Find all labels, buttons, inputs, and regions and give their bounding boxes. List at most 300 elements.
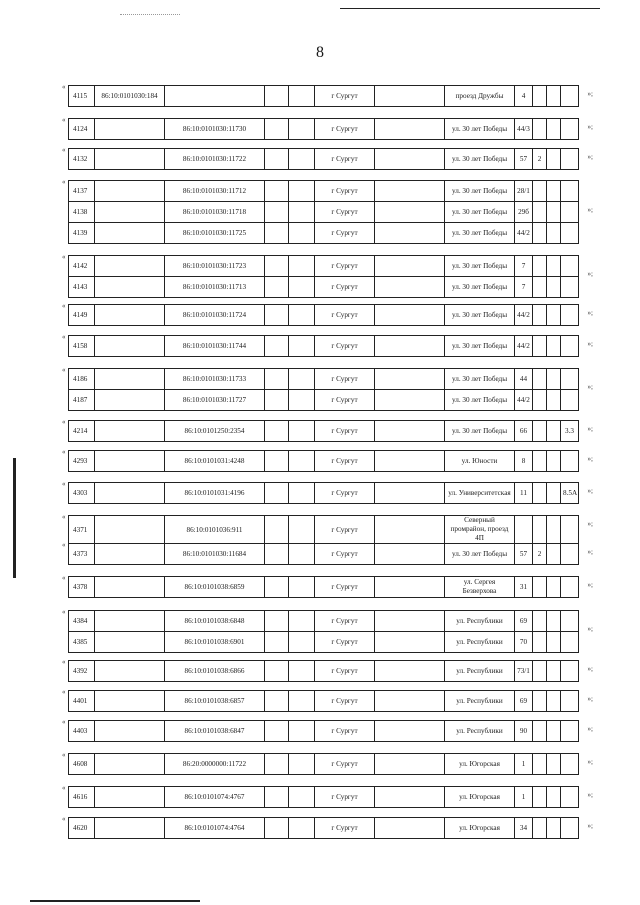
row-number: 4385 [69, 632, 95, 653]
row-number: 4401 [69, 691, 95, 712]
close-quote-mark: »; [587, 308, 593, 317]
empty-cell [547, 277, 561, 298]
cadastral-number-old [95, 277, 165, 298]
street-cell: ул. Югорская [445, 754, 515, 775]
open-quote-mark: « [62, 480, 66, 488]
empty-cell [375, 305, 445, 326]
empty-cell [289, 181, 315, 202]
empty-cell [265, 390, 289, 411]
city-cell: г Сургут [315, 305, 375, 326]
cadastral-number: 86:10:0101030:11712 [165, 181, 265, 202]
cadastral-number-old [95, 483, 165, 504]
empty-cell [375, 483, 445, 504]
street-cell: ул. 30 лет Победы [445, 149, 515, 170]
table-row [69, 516, 579, 544]
empty-cell [265, 181, 289, 202]
scan-bottom-line [30, 900, 200, 902]
close-quote-mark: »; [587, 625, 593, 633]
open-quote-mark: « [62, 658, 66, 666]
open-quote-mark: « [62, 815, 66, 823]
close-quote-mark: »; [587, 580, 593, 589]
empty-cell [265, 516, 289, 544]
street-cell: ул. 30 лет Победы [445, 544, 515, 565]
empty-cell [265, 421, 289, 442]
city-cell: г Сургут [315, 721, 375, 742]
city-cell: г Сургут [315, 86, 375, 107]
house-number: 44/2 [515, 390, 533, 411]
extra-value [533, 256, 547, 277]
scan-left-bar [13, 458, 16, 578]
house-number: 44/2 [515, 305, 533, 326]
house-number: 34 [515, 818, 533, 839]
house-number: 44/2 [515, 336, 533, 357]
table-row [69, 181, 579, 202]
empty-cell [289, 390, 315, 411]
city-cell: г Сургут [315, 451, 375, 472]
street-cell: ул. Республики [445, 661, 515, 682]
cadastral-number [165, 86, 265, 107]
open-quote-mark: « [62, 751, 66, 759]
row-number: 4293 [69, 451, 95, 472]
empty-cell [547, 721, 561, 742]
street-cell: ул. 30 лет Победы [445, 202, 515, 223]
extra-value [533, 691, 547, 712]
extra-value [561, 754, 579, 775]
cadastral-number: 86:10:0101038:6866 [165, 661, 265, 682]
close-quote-mark: »; [587, 790, 593, 799]
street-cell: ул. Югорская [445, 818, 515, 839]
extra-value [561, 721, 579, 742]
open-quote-mark: « [62, 146, 66, 154]
table-group [62, 146, 593, 170]
extra-value [561, 336, 579, 357]
close-quote-mark: »; [587, 547, 593, 556]
empty-cell [265, 336, 289, 357]
house-number: 44/3 [515, 119, 533, 140]
empty-cell [289, 369, 315, 390]
house-number: 1 [515, 787, 533, 808]
table-group [62, 541, 593, 565]
empty-cell [375, 818, 445, 839]
table-row [69, 305, 579, 326]
table-row [69, 223, 579, 244]
empty-cell [375, 754, 445, 775]
empty-cell [265, 149, 289, 170]
empty-cell [547, 390, 561, 411]
empty-cell [547, 256, 561, 277]
empty-cell [375, 421, 445, 442]
row-number: 4138 [69, 202, 95, 223]
empty-cell [375, 277, 445, 298]
empty-cell [265, 754, 289, 775]
table-group [62, 688, 593, 712]
extra-value [561, 202, 579, 223]
cadastral-number-old [95, 421, 165, 442]
empty-cell [547, 818, 561, 839]
cadastral-number: 86:10:0101030:11713 [165, 277, 265, 298]
extra-value: 2 [533, 544, 547, 565]
extra-value [533, 721, 547, 742]
city-cell: г Сургут [315, 611, 375, 632]
cadastral-number-old [95, 369, 165, 390]
cadastral-number-old [95, 256, 165, 277]
empty-cell [375, 202, 445, 223]
street-cell: ул. 30 лет Победы [445, 256, 515, 277]
empty-cell [289, 336, 315, 357]
empty-cell [547, 223, 561, 244]
close-quote-mark: »; [587, 152, 593, 161]
empty-cell [547, 754, 561, 775]
empty-cell [547, 516, 561, 544]
scan-top-dots [120, 14, 180, 15]
empty-cell [547, 544, 561, 565]
row-number: 4139 [69, 223, 95, 244]
cadastral-number-old [95, 632, 165, 653]
table-group [62, 83, 593, 107]
street-cell: Северный промрайон, проезд 4П [445, 516, 515, 544]
empty-cell [547, 369, 561, 390]
table-group [62, 718, 593, 742]
house-number: 70 [515, 632, 533, 653]
cadastral-number: 86:10:0101030:11718 [165, 202, 265, 223]
extra-value [561, 577, 579, 598]
table-group [62, 751, 593, 775]
table-group [62, 116, 593, 140]
open-quote-mark: « [62, 418, 66, 426]
city-cell: г Сургут [315, 336, 375, 357]
extra-value [533, 421, 547, 442]
empty-cell [289, 483, 315, 504]
close-quote-mark: »; [587, 270, 593, 278]
row-number: 4143 [69, 277, 95, 298]
street-cell: ул. Югорская [445, 787, 515, 808]
extra-value [561, 256, 579, 277]
city-cell: г Сургут [315, 818, 375, 839]
table-row [69, 336, 579, 357]
street-cell: ул. 30 лет Победы [445, 369, 515, 390]
table-group [62, 418, 593, 442]
empty-cell [375, 86, 445, 107]
empty-cell [289, 451, 315, 472]
row-number: 4186 [69, 369, 95, 390]
close-quote-mark: »; [587, 339, 593, 348]
table-group [62, 366, 593, 411]
empty-cell [289, 691, 315, 712]
table-row [69, 119, 579, 140]
empty-cell [289, 421, 315, 442]
extra-value: 8.5А [561, 483, 579, 504]
extra-value [533, 181, 547, 202]
extra-value [561, 451, 579, 472]
street-cell: ул. Сергея Безверхова [445, 577, 515, 598]
extra-value [533, 577, 547, 598]
empty-cell [547, 149, 561, 170]
extra-value [533, 661, 547, 682]
city-cell: г Сургут [315, 119, 375, 140]
table-row [69, 754, 579, 775]
empty-cell [289, 277, 315, 298]
cadastral-number: 86:10:0101074:4764 [165, 818, 265, 839]
street-cell: ул. Республики [445, 721, 515, 742]
row-number: 4303 [69, 483, 95, 504]
house-number: 29б [515, 202, 533, 223]
empty-cell [547, 451, 561, 472]
row-number: 4378 [69, 577, 95, 598]
table-row [69, 390, 579, 411]
house-number: 8 [515, 451, 533, 472]
cadastral-number-old [95, 202, 165, 223]
cadastral-number-old [95, 818, 165, 839]
row-number: 4214 [69, 421, 95, 442]
empty-cell [375, 181, 445, 202]
row-number: 4392 [69, 661, 95, 682]
cadastral-number: 86:10:0101038:6848 [165, 611, 265, 632]
extra-value [533, 223, 547, 244]
extra-value [533, 305, 547, 326]
extra-value [533, 632, 547, 653]
empty-cell [265, 632, 289, 653]
open-quote-mark: « [62, 302, 66, 310]
cadastral-number: 86:10:0101038:6901 [165, 632, 265, 653]
empty-cell [265, 691, 289, 712]
extra-value [561, 632, 579, 653]
empty-cell [547, 632, 561, 653]
city-cell: г Сургут [315, 421, 375, 442]
street-cell: ул. 30 лет Победы [445, 390, 515, 411]
open-quote-mark: « [62, 333, 66, 341]
empty-cell [265, 818, 289, 839]
row-number: 4132 [69, 149, 95, 170]
close-quote-mark: »; [587, 424, 593, 433]
extra-value [533, 818, 547, 839]
empty-cell [547, 691, 561, 712]
empty-cell [265, 787, 289, 808]
close-quote-mark: »; [587, 486, 593, 495]
house-number: 44 [515, 369, 533, 390]
street-cell: ул. Республики [445, 691, 515, 712]
cadastral-number: 86:10:0101031:4248 [165, 451, 265, 472]
empty-cell [265, 277, 289, 298]
city-cell: г Сургут [315, 223, 375, 244]
table-group [62, 513, 593, 544]
empty-cell [265, 611, 289, 632]
empty-cell [289, 202, 315, 223]
close-quote-mark: »; [587, 122, 593, 131]
row-number: 4384 [69, 611, 95, 632]
empty-cell [375, 661, 445, 682]
row-number: 4616 [69, 787, 95, 808]
open-quote-mark: « [62, 718, 66, 726]
empty-cell [289, 611, 315, 632]
empty-cell [289, 516, 315, 544]
extra-value [533, 369, 547, 390]
table-row [69, 86, 579, 107]
city-cell: г Сургут [315, 181, 375, 202]
house-number: 11 [515, 483, 533, 504]
empty-cell [375, 256, 445, 277]
row-number: 4403 [69, 721, 95, 742]
extra-value [561, 149, 579, 170]
cadastral-number: 86:10:0101030:11724 [165, 305, 265, 326]
empty-cell [375, 787, 445, 808]
empty-cell [265, 577, 289, 598]
house-number: 44/2 [515, 223, 533, 244]
row-number: 4371 [69, 516, 95, 544]
empty-cell [547, 611, 561, 632]
extra-value [561, 223, 579, 244]
empty-cell [289, 86, 315, 107]
empty-cell [547, 661, 561, 682]
row-number: 4608 [69, 754, 95, 775]
table-row [69, 202, 579, 223]
empty-cell [375, 544, 445, 565]
empty-cell [265, 305, 289, 326]
table-row [69, 451, 579, 472]
row-number: 4187 [69, 390, 95, 411]
cadastral-number-old [95, 390, 165, 411]
close-quote-mark: »; [587, 664, 593, 673]
empty-cell [265, 86, 289, 107]
street-cell: ул. 30 лет Победы [445, 181, 515, 202]
table-group [62, 574, 593, 598]
cadastral-number-old [95, 577, 165, 598]
row-number: 4137 [69, 181, 95, 202]
empty-cell [289, 754, 315, 775]
open-quote-mark: « [62, 574, 66, 582]
empty-cell [289, 721, 315, 742]
empty-cell [375, 721, 445, 742]
table-row [69, 256, 579, 277]
empty-cell [289, 632, 315, 653]
house-number [515, 516, 533, 544]
extra-value [533, 119, 547, 140]
empty-cell [265, 451, 289, 472]
cadastral-number: 86:10:0101038:6859 [165, 577, 265, 598]
house-number: 7 [515, 277, 533, 298]
street-cell: ул. 30 лет Победы [445, 119, 515, 140]
cadastral-number-old [95, 611, 165, 632]
cadastral-number: 86:20:0000000:11722 [165, 754, 265, 775]
close-quote-mark: »; [587, 454, 593, 463]
city-cell: г Сургут [315, 754, 375, 775]
empty-cell [375, 451, 445, 472]
cadastral-number-old [95, 149, 165, 170]
empty-cell [289, 818, 315, 839]
empty-cell [375, 611, 445, 632]
empty-cell [265, 721, 289, 742]
table-row [69, 149, 579, 170]
row-number: 4158 [69, 336, 95, 357]
table-group [62, 480, 593, 504]
street-cell: ул. Университетская [445, 483, 515, 504]
city-cell: г Сургут [315, 787, 375, 808]
row-number: 4149 [69, 305, 95, 326]
extra-value [561, 691, 579, 712]
street-cell: ул. Республики [445, 632, 515, 653]
row-number: 4142 [69, 256, 95, 277]
row-number: 4620 [69, 818, 95, 839]
cadastral-number-old [95, 787, 165, 808]
extra-value [533, 516, 547, 544]
table-group [62, 178, 593, 244]
cadastral-number-old [95, 691, 165, 712]
empty-cell [289, 661, 315, 682]
table-row [69, 611, 579, 632]
house-number: 73/1 [515, 661, 533, 682]
empty-cell [289, 119, 315, 140]
extra-value [561, 787, 579, 808]
extra-value: 2 [533, 149, 547, 170]
table-group [62, 608, 593, 653]
open-quote-mark: « [62, 448, 66, 456]
table-row [69, 661, 579, 682]
empty-cell [265, 544, 289, 565]
cadastral-number-old [95, 181, 165, 202]
table-group [62, 302, 593, 326]
empty-cell [289, 256, 315, 277]
extra-value [561, 119, 579, 140]
house-number: 66 [515, 421, 533, 442]
house-number: 57 [515, 149, 533, 170]
cadastral-number: 86:10:0101030:11723 [165, 256, 265, 277]
extra-value [561, 369, 579, 390]
house-number: 1 [515, 754, 533, 775]
extra-value [561, 181, 579, 202]
extra-value [561, 277, 579, 298]
table-row [69, 577, 579, 598]
extra-value [533, 787, 547, 808]
cadastral-number: 86:10:0101030:11727 [165, 390, 265, 411]
street-cell: ул. 30 лет Победы [445, 336, 515, 357]
cadastral-number: 86:10:0101030:11722 [165, 149, 265, 170]
cadastral-number: 86:10:0101030:11744 [165, 336, 265, 357]
open-quote-mark: « [62, 83, 66, 91]
city-cell: г Сургут [315, 369, 375, 390]
table-row [69, 787, 579, 808]
house-number: 57 [515, 544, 533, 565]
open-quote-mark: « [62, 253, 66, 261]
extra-value [561, 305, 579, 326]
cadastral-number-old [95, 305, 165, 326]
close-quote-mark: »; [587, 519, 593, 528]
close-quote-mark: »; [587, 694, 593, 703]
table-row [69, 421, 579, 442]
cadastral-number-old [95, 754, 165, 775]
empty-cell [375, 577, 445, 598]
empty-cell [547, 577, 561, 598]
table-group [62, 658, 593, 682]
cadastral-number: 86:10:0101030:11733 [165, 369, 265, 390]
empty-cell [547, 86, 561, 107]
extra-value [533, 336, 547, 357]
cadastral-number-old [95, 516, 165, 544]
street-cell: ул. 30 лет Победы [445, 223, 515, 244]
extra-value [533, 202, 547, 223]
house-number: 69 [515, 611, 533, 632]
empty-cell [289, 305, 315, 326]
open-quote-mark: « [62, 688, 66, 696]
empty-cell [547, 119, 561, 140]
cadastral-number: 86:10:0101038:6857 [165, 691, 265, 712]
table-group [62, 253, 593, 298]
empty-cell [375, 516, 445, 544]
empty-cell [265, 483, 289, 504]
close-quote-mark: »; [587, 821, 593, 830]
table-group [62, 815, 593, 839]
table-row [69, 632, 579, 653]
cadastral-number-old [95, 661, 165, 682]
street-cell: проезд Дружбы [445, 86, 515, 107]
